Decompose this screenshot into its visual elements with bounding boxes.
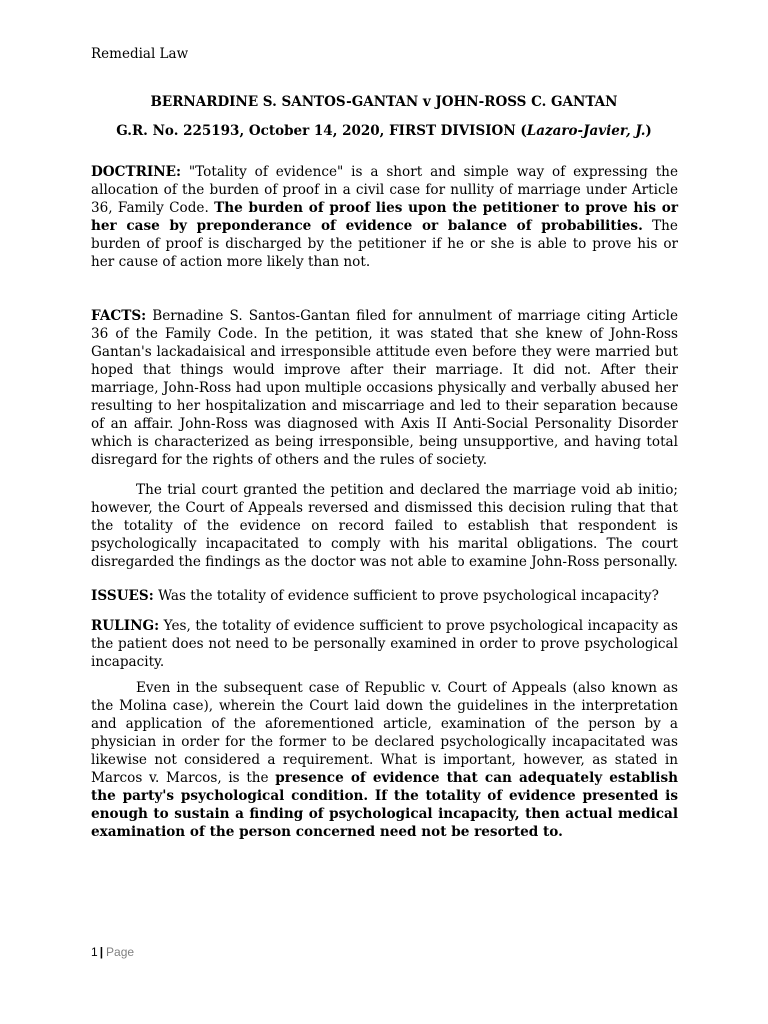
doctrine-text-1: "Totality of evidence" is a short and simple way of expressing the allocation of the burden of proof in a civil case for nullity of marriage under Article 36, Family Code.	[91, 164, 678, 216]
doctrine-text-2: The burden of proof is discharged by the petitioner if he or she is able to prove his or her cause of action more likely than not.	[91, 218, 678, 270]
facts-paragraph-2: The trial court granted the petition and declared the marriage void ab initio; however, the Court of Appeals reversed and dismissed this decision ruling that that the totality of the evidence on record failed to establish that respondent is psychologically incapacitated to comply with his marital obligations. The court disregarded the findings as the doctor was not able to examine John-Ross personally.	[91, 482, 678, 570]
page-label: Page	[106, 945, 135, 959]
ponente: Lazaro-Javier, J.	[526, 123, 646, 139]
citation-suffix: )	[645, 123, 652, 139]
facts-paragraph	[91, 307, 678, 469]
header-subject: Remedial Law	[91, 46, 189, 62]
ruling-label: RULING:	[91, 618, 160, 634]
issues-label: ISSUES:	[91, 588, 154, 604]
issues-text: Was the totality of evidence sufficient to prove psychological incapacity?	[153, 588, 659, 604]
facts-text: Bernadine S. Santos-Gantan filed for annulment of marriage citing Article 36 of the Family Code. In the petition, it was stated that she knew of John-Ross Gantan's lackadaisical and irresponsible attitude even before they were married but hoped that things would improve after their marriage. It did not. After their marriage, John-Ross had upon multiple occasions physically and verbally abused her resulting to her hospitalization and miscarriage and led to their separation because of an affair. John-Ross was diagnosed with Axis II Anti-Social Personality Disorder which is characterized as being irresponsible, being unsupportive, and having total disregard for the rights of others and the rules of society.	[91, 308, 678, 468]
citation-prefix: G.R. No. 225193, October 14, 2020, FIRST DIVISION (	[116, 123, 527, 139]
footer-separator: |	[99, 945, 104, 959]
ruling-paragraph	[91, 617, 678, 671]
ruling-bold-text-2: presence of evidence that can adequately establish the party's psychological condition. If the totality of evidence presented is enough to sustain a finding of psychological incapacity, then actual medical examination of the person concerned need not be resorted to.	[91, 770, 678, 840]
ruling-text: Yes, the totality of evidence sufficient to prove psychological incapacity as the patient does not need to be personally examined in order to prove psychological incapacity.	[91, 618, 678, 670]
facts-label: FACTS:	[91, 308, 147, 324]
issues-paragraph	[91, 587, 678, 605]
case-parties: BERNARDINE S. SANTOS-GANTAN v JOHN-ROSS C. GANTAN	[150, 94, 618, 110]
case-citation	[0, 123, 768, 139]
page-footer	[91, 944, 134, 960]
ruling-text-2: Even in the subsequent case of Republic v. Court of Appeals (also known as the Molina case), wherein the Court laid down the guidelines in the interpretation and application of the aforementioned article, examination of the person by a physician in order for the former to be declared psychologically incapacitated was likewise not considered a requirement. What is important, however, as stated in Marcos v. Marcos, is the	[91, 680, 678, 786]
page-number: 1	[91, 945, 98, 959]
doctrine-bold-text: The burden of proof lies upon the petitioner to prove his or her case by preponderance of evidence or balance of probabilities.	[91, 200, 678, 234]
ruling-paragraph-2	[91, 679, 678, 841]
doctrine-label: DOCTRINE:	[91, 164, 182, 180]
doctrine-paragraph	[91, 163, 678, 271]
